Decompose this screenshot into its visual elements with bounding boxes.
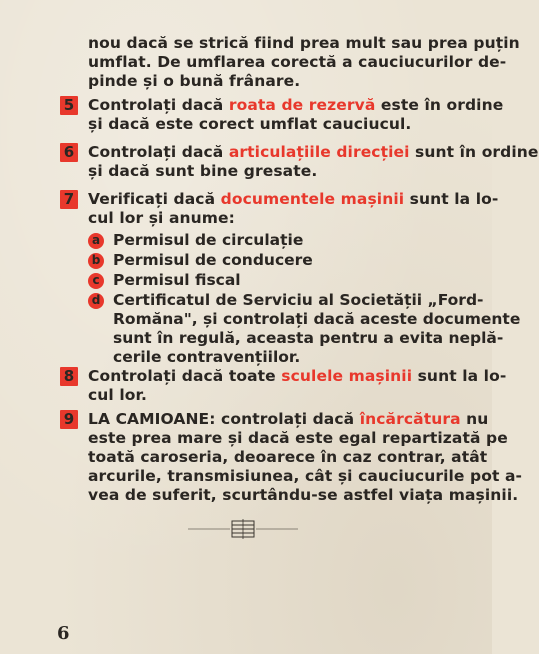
subitem-line: cerile contravențiilor. xyxy=(113,348,301,366)
item-6-line-1 xyxy=(88,143,539,162)
subitem-line: Permisul fiscal xyxy=(113,271,241,289)
subitem-c-text xyxy=(113,271,446,290)
subitem-marker-a: a xyxy=(88,233,104,249)
item-number-badge: 5 xyxy=(60,96,78,115)
subitem-line: Permisul de conducere xyxy=(113,251,313,269)
text-run: LA CAMIOANE: controlați dacă xyxy=(88,410,360,428)
item-8-paragraph xyxy=(88,367,507,405)
item-number-badge: 8 xyxy=(60,367,78,386)
subitem-line: Romăna", și controlați dacă aceste documente xyxy=(113,310,521,328)
text-run: Verificați dacă xyxy=(88,190,221,208)
item-7-line-1 xyxy=(88,190,499,209)
item-5-line-1 xyxy=(88,96,504,115)
item-number-badge: 7 xyxy=(60,190,78,209)
item-5-line-2: și dacă este corect umflat cauciucul. xyxy=(88,115,412,133)
item-8-line-2: cul lor. xyxy=(88,386,148,404)
intro-paragraph xyxy=(88,34,520,91)
highlight-steering-joints: articulațiile direcției xyxy=(228,143,410,161)
highlight-car-documents: documentele mașinii xyxy=(220,190,405,208)
section-divider-ornament xyxy=(188,519,298,539)
text-run: Controlați dacă xyxy=(88,96,229,114)
text-run: este în ordine xyxy=(375,96,504,114)
text-run: Controlați dacă xyxy=(88,143,229,161)
item-9-line-5: vea de suferit, scurtându-se astfel viața mașinii. xyxy=(88,486,519,504)
item-9-line-4: arcurile, transmisiunea, cât și cauciucurile pot a- xyxy=(88,467,523,485)
item-7-paragraph xyxy=(88,190,499,228)
subitem-line: Certificatul de Serviciu al Societății „Ford- xyxy=(113,291,484,309)
text-run: sunt la lo- xyxy=(404,190,499,208)
subitem-marker-d: d xyxy=(88,293,104,309)
intro-line: umflat. De umflarea corectă a cauciucurilor de- xyxy=(88,53,507,71)
subitem-line: Permisul de circulație xyxy=(113,231,304,249)
intro-line: pinde și o bună frânare. xyxy=(88,72,301,90)
subitem-d-text xyxy=(113,291,521,367)
text-run: sunt în ordine xyxy=(409,143,539,161)
text-run: Controlați dacă toate xyxy=(88,367,282,385)
subitem-line: sunt în regulă, aceasta pentru a evita neplă- xyxy=(113,329,504,347)
page-number: 6 xyxy=(57,623,70,644)
text-run: nu xyxy=(460,410,489,428)
highlight-load: încărcătura xyxy=(359,410,461,428)
item-6-line-2: și dacă sunt bine gresate. xyxy=(88,162,318,180)
item-9-paragraph xyxy=(88,410,523,505)
text-run: sunt la lo- xyxy=(412,367,507,385)
item-5-paragraph xyxy=(88,96,504,134)
item-number-badge: 6 xyxy=(60,143,78,162)
item-9-line-3: toată caroseria, deoarece în caz contrar, atât xyxy=(88,448,488,466)
subitem-b-text xyxy=(113,251,446,270)
subitem-marker-c: c xyxy=(88,273,104,289)
item-7-line-2: cul lor și anume: xyxy=(88,209,235,227)
item-9-line-1 xyxy=(88,410,489,429)
subitem-marker-b: b xyxy=(88,253,104,269)
intro-line: nou dacă se strică fiind prea mult sau prea puțin xyxy=(88,34,520,52)
item-9-line-2: este prea mare și dacă este egal repartizată pe xyxy=(88,429,508,447)
highlight-spare-wheel: roata de rezervă xyxy=(228,96,376,114)
item-number-badge: 9 xyxy=(60,410,78,429)
item-8-line-1 xyxy=(88,367,507,386)
item-6-paragraph xyxy=(88,143,539,181)
subitem-a-text xyxy=(113,231,446,250)
highlight-car-tools: sculele mașinii xyxy=(281,367,413,385)
